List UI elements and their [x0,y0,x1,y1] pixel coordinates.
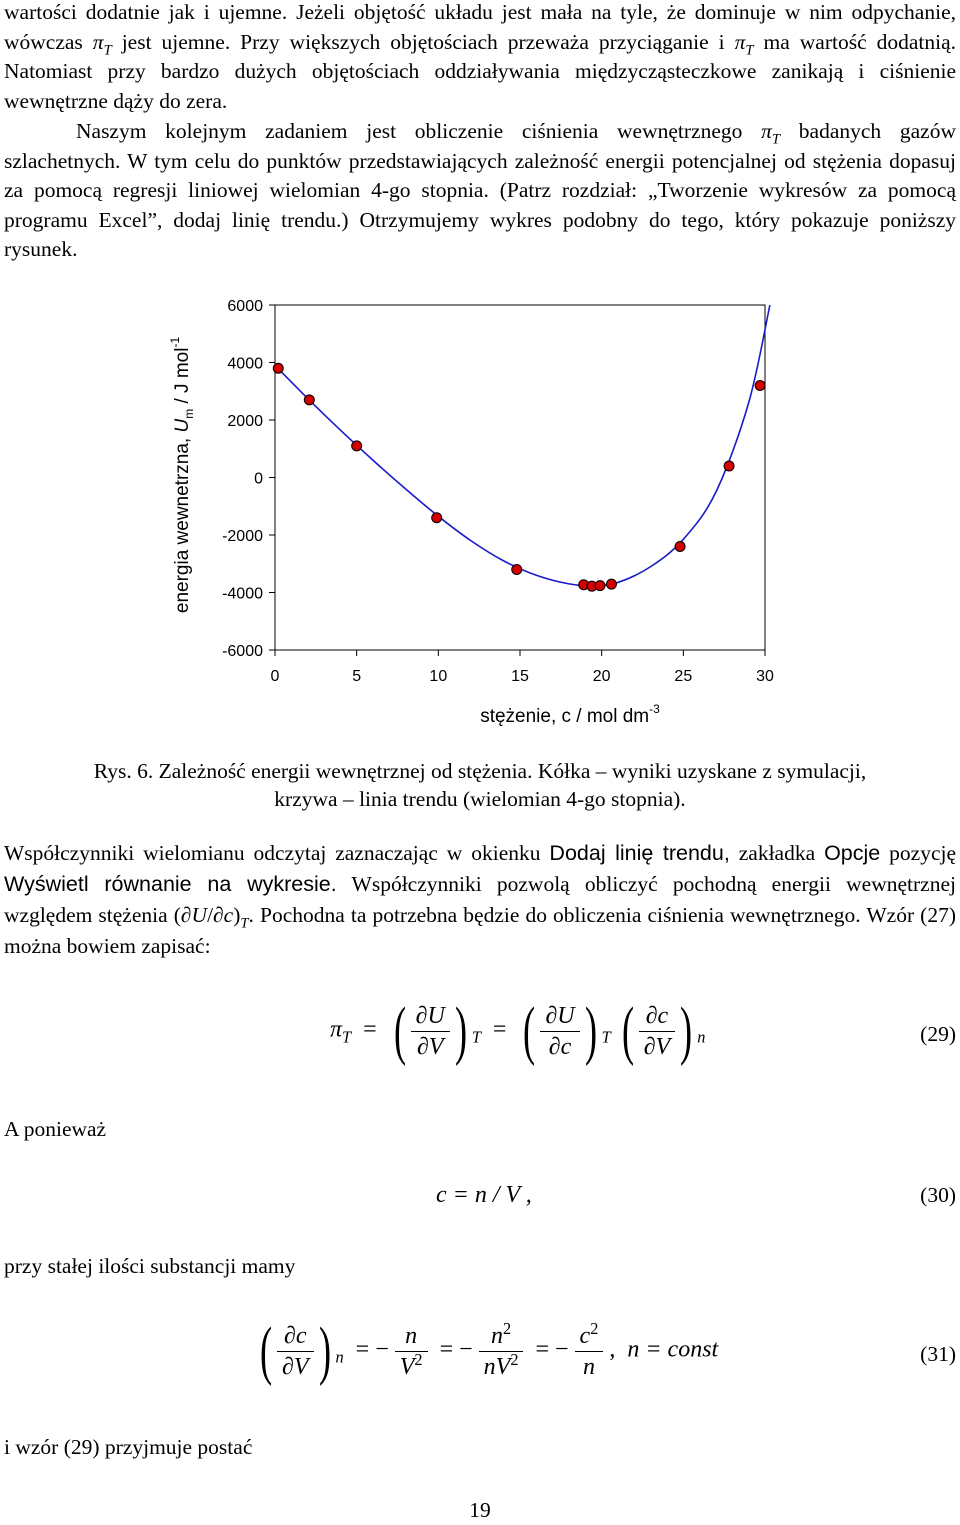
x-tick-label: 25 [674,668,693,685]
trendline-curve [275,305,770,586]
data-point [304,395,314,405]
paragraph-1: wartości dodatnie jak i ujemne. Jeżeli objętość układu jest mała na tyle, że dominuje w nim odpychanie, wówczas $\pi_T$ jest ujemne. Przy większych objętościach przeważa przyciąganie i $\pi_T$ ma wartość dodatnią. Natomiast przy bardzo dużych objętościach oddziaływania międzycząsteczkowe zanikają i ciśnienie wewnętrzne dąży do zera. [4,0,957,113]
paragraph-3: Współczynniki wielomianu odczytaj zaznaczając w okienku Dodaj linię trendu, zakładka Opcje pozycję Wyświetl równanie na wykresie. Współczynniki pozwolą obliczyć pochodną energii wewnętrznej względem stężenia $(\partial U/\partial c)_T$. Pochodna ta potrzebna będzie do obliczenia ciśnienia wewnętrznego. Wzór (27) można bowiem zapisać: [4,841,957,958]
data-point [724,461,734,471]
pi-t-symbol: $\pi_T$ [734,29,754,58]
energy-concentration-chart [150,290,790,735]
data-point [606,579,616,589]
ui-label-options: Opcje [824,841,881,865]
x-tick-label: 15 [511,668,529,685]
data-point [432,513,442,523]
y-tick-label: 4000 [227,355,263,373]
x-tick-label: 0 [270,668,280,685]
x-tick-label: 10 [429,668,448,685]
text-a-poniewaz: A ponieważ [4,1117,107,1141]
y-tick-label: -2000 [222,528,263,545]
y-tick-label: -4000 [222,585,263,603]
data-point [755,381,765,391]
x-tick-label: 30 [756,668,774,685]
ui-label-show-equation: Wyświetl równanie na wykresie. [4,872,337,896]
y-tick-label: 6000 [227,298,263,315]
y-tick-label: 2000 [227,413,263,430]
paragraph-2: Naszym kolejnym zadaniem jest obliczenie ciśnienia wewnętrznego $\pi_T$ badanych gazów szlachetnych. W tym celu do punktów przedstawiających zależność energii potencjalnej od stężenia dopasuj za pomocą regresji liniowej wielomian 4-go stopnia. (Patrz rozdział: „Tworzenie wykresów za pomocą programu Excel”, dodaj linię trendu.) Otrzymujemy wykres podobny do tego, który pokazuje poniższy rysunek. [4,119,957,261]
pi-t-symbol: $\pi_T$ [92,29,112,58]
figure-caption: Rys. 6. Zależność energii wewnętrznej od stężenia. Kółka – wyniki uzyskane z symulacji, krzywa – linia trendu (wielomian 4-go stopnia). [93,759,867,811]
x-tick-label: 20 [592,668,611,685]
text-c-form: i wzór (29) przyjmuje postać [4,1435,253,1459]
y-tick-label: -6000 [222,643,263,660]
data-point [512,565,522,575]
derivative-expression: $(\partial U/\partial c)_T$ [173,903,249,932]
equation-29: $\pi_T$ = ( $\frac{\partial U}{\partial V}$ ) $_T$ = ( $\frac{\partial U}{\partial c}$ ) $_T$ ( $\frac{\partial c}{\partial V}$ ) $_n$ [330,994,706,1067]
page-number: 19 [469,1498,491,1522]
y-axis-title: energia wewnetrzna, $U_m$ / J mol$^{-1}$ [168,336,196,614]
data-point [273,363,283,373]
pi-t-symbol: $\pi_T$ [761,119,781,148]
x-tick-label: 5 [352,668,362,685]
x-axis-title: stężenie, c / mol $dm^{-3}$ [480,702,660,727]
y-tick-label: 0 [254,470,263,488]
plot-area-frame [275,305,765,650]
equation-31: ( $\frac{\partial c}{\partial V}$ ) $_n$ = − $\frac{n}{V^2}$ = − $\frac{n^2}{nV^2}$ = − $\frac{c^2}{n}$ , n = const [259,1314,719,1387]
equation-number-30: (30) [920,1183,956,1207]
data-point [352,441,362,451]
equation-30: c = n / V , [436,1182,532,1208]
ui-label-add-trendline: Dodaj linię trendu, [549,841,730,865]
data-point [595,581,605,591]
data-point [675,542,685,552]
equation-number-31: (31) [920,1342,956,1366]
text-b-constant: przy stałej ilości substancji mamy [4,1254,296,1278]
equation-number-29: (29) [920,1022,956,1046]
